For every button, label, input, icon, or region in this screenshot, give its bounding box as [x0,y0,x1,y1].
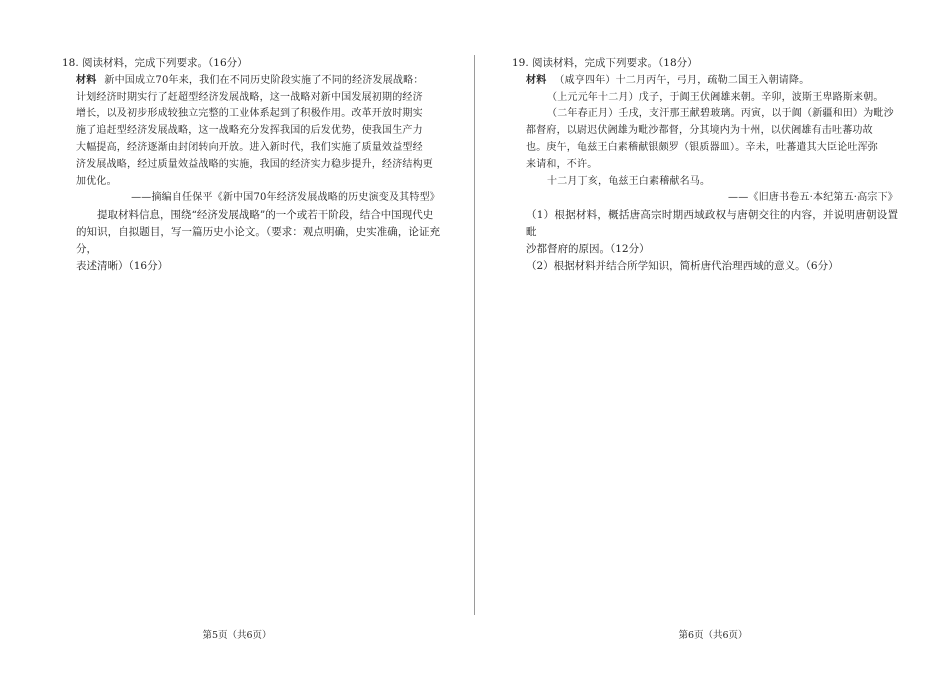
question-19-material [512,73,898,207]
material-line: 计划经济时期实行了赶超型经济发展战略，这一战略对新中国发展初期的经济 [76,91,423,103]
material-line: 加优化。 [76,175,117,187]
page-footer-6: 第6页（共6页） [678,630,748,641]
material-source: ——摘编自任保平《新中国70年经济发展战略的历史演变及其特型》 [131,192,440,204]
material-line: 大幅提高，经济逐渐由封闭转向开放。进入新时代，我们实施了质量效益型经 [76,141,423,153]
page-6 [476,0,950,673]
subquestion-1-cont: 沙都督府的原因。（12分） [526,242,650,255]
task-line: 表述清晰）（16分） [76,259,169,272]
material-source: ——《旧唐书卷五·本纪第五·高宗下》 [728,192,898,204]
question-18-header: 18. 阅读材料，完成下列要求。（16分） [62,57,248,69]
material-line: 都督府，以尉迟伏阇雄为毗沙都督，分其境内为十州，以伏阇雄有击吐蕃功故 [526,125,873,137]
material-line: 也。庚午，龟兹王白素稽献银颇罗（银质器皿）。辛未，吐蕃遣其大臣论吐浑弥 [526,141,878,153]
task-line: 提取材料信息，围绕“经济发展战略”的一个或若干阶段，结合中国现代史 [97,209,434,222]
subquestion-1: （1）根据材料，概括唐高宗时期西域政权与唐朝交往的内容，并说明唐朝设置毗 [526,209,898,238]
question-19-header: 19. 阅读材料，完成下列要求。（18分） [512,57,698,69]
material-line: （二年春正月）壬戌，支汗那王献碧玻璃。丙寅，以于阗（新疆和田）为毗沙 [547,108,894,120]
material-line: 来请和，不许。 [526,158,598,170]
task-line: 的知识，自拟题目，写一篇历史小论文。（要求：观点明确，史实准确，论证充分， [76,225,440,255]
material-line: 增长，以及初步形成较独立完整的工业体系起到了积极作用。改革开放时期实 [76,108,423,120]
material-label: 材料 [76,74,97,86]
page-5 [0,0,474,673]
question-19 [512,55,898,274]
material-line: 材料 新中国成立70年来，我们在不同历史阶段实施了不同的经济发展战略： [76,74,424,86]
material-line: 施了追赶型经济发展战略，这一战略充分发挥我国的后发优势，使我国生产力 [76,125,423,137]
question-18 [62,55,440,274]
page-divider [474,55,475,615]
question-18-material [62,73,440,207]
material-label: 材料 [526,74,547,86]
material-line: 济发展战略，经过质量效益战略的实施，我国的经济实力稳步提升，经济结构更 [76,158,433,170]
material-line: 材料 （咸亨四年）十二月丙午，弓月，疏勒二国王入朝请降。 [526,74,810,86]
material-line: （上元元年十二月）戊子，于阗王伏阇雄来朝。辛卯，波斯王卑路斯来朝。 [547,91,884,103]
subquestion-2: （2）根据材料并结合所学知识，简析唐代治理西域的意义。（6分） [526,259,839,272]
page-footer-5: 第5页（共6页） [202,630,272,641]
material-line: 十二月丁亥，龟兹王白素稽献名马。 [547,175,711,187]
